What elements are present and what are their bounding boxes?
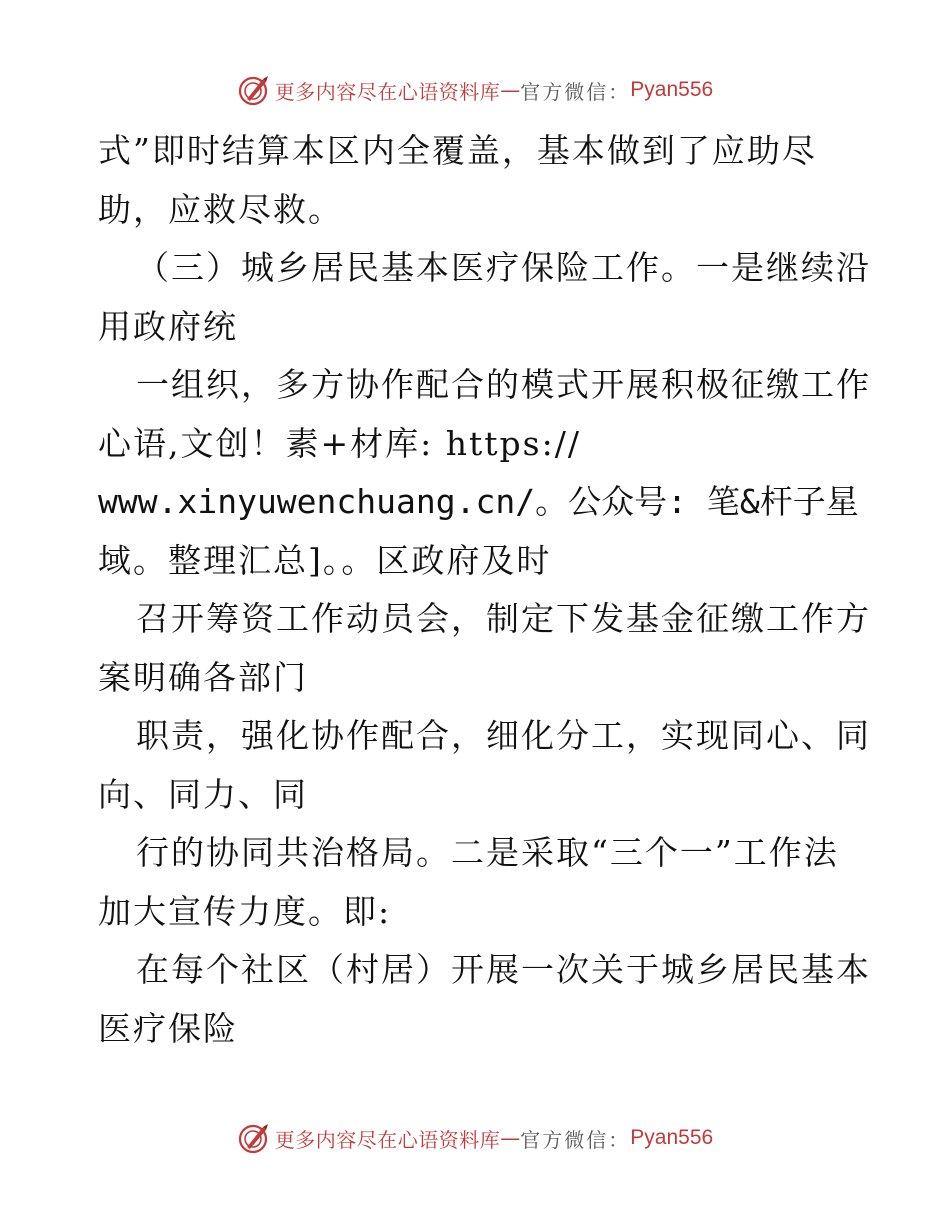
text-line: 行的协同共治格局。二是采取“三个一”工作法 <box>136 833 839 872</box>
text-line: 心语,文创！素+材库: https:// <box>98 423 581 463</box>
banner-label: 官方微信： <box>520 1127 631 1152</box>
banner-wechat-id: Pyan556 <box>630 78 714 101</box>
text-line: （三）城乡居民基本医疗保险工作。一是继续沿 <box>136 248 871 287</box>
quill-pen-logo-icon <box>237 73 271 107</box>
banner-wechat-id: Pyan556 <box>630 1126 714 1149</box>
text-line: 式”即时结算本区内全覆盖，基本做到了应助尽 <box>98 131 817 170</box>
text-line: 医疗保险 <box>98 1008 238 1048</box>
text-line: 在每个社区（村居）开展一次关于城乡居民基本 <box>136 950 871 989</box>
quill-pen-logo-icon <box>237 1121 271 1155</box>
banner-dash: — <box>500 78 521 102</box>
header-banner <box>0 70 950 110</box>
text-line: 向、同力、同 <box>98 774 308 814</box>
text-line: 域。整理汇总]。。区政府及时 <box>98 540 552 580</box>
text-line: 加大宣传力度。即: <box>98 891 392 931</box>
text-line: 案明确各部门 <box>98 657 308 697</box>
document-body <box>98 122 871 1058</box>
text-line: 一组织，多方协作配合的模式开展积极征缴工作 <box>136 365 871 404</box>
banner-main-text: 更多内容尽在心语资料库 <box>274 79 501 104</box>
text-line: 助，应救尽救。 <box>98 189 343 229</box>
text-line: 职责，强化协作配合，细化分工，实现同心、同 <box>136 716 871 755</box>
footer-banner <box>0 1118 950 1158</box>
banner-label: 官方微信： <box>520 79 631 104</box>
text-line: www.xinyuwenchuang.cn/。公众号: 笔&杆子星 <box>98 482 859 521</box>
text-line: 召开筹资工作动员会，制定下发基金征缴工作方 <box>136 599 871 638</box>
banner-main-text: 更多内容尽在心语资料库 <box>274 1127 501 1152</box>
text-line: 用政府统 <box>98 306 238 346</box>
banner-dash: — <box>500 1126 521 1150</box>
